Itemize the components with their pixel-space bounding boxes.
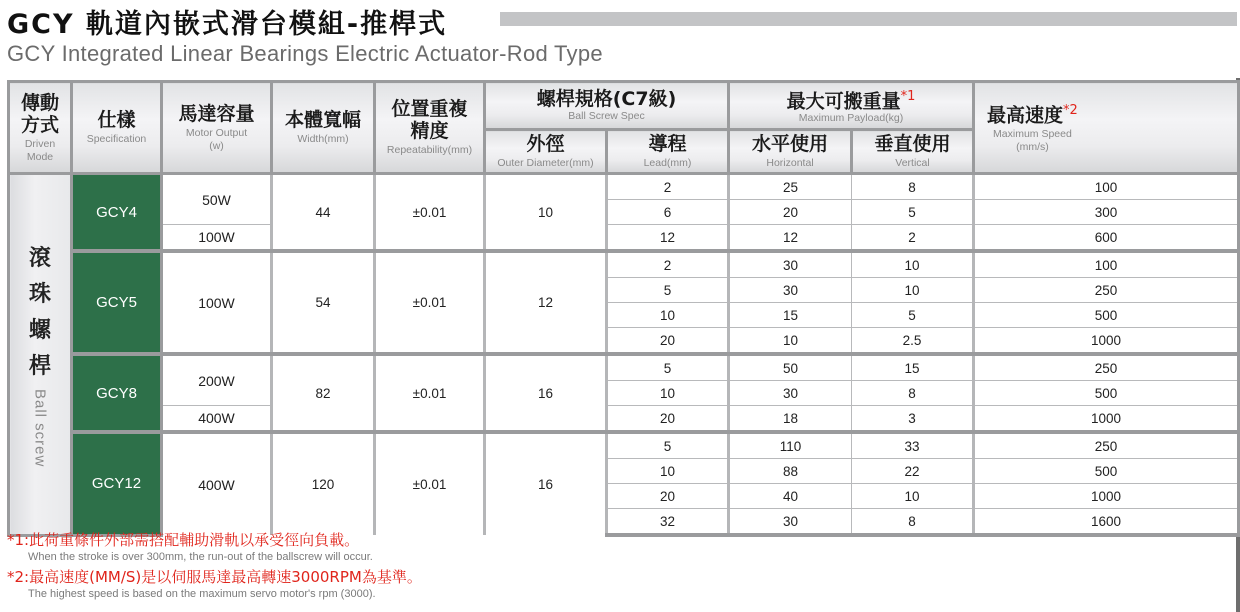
max-speed-cell: 100 xyxy=(974,251,1239,278)
lead-cell: 2 xyxy=(607,174,729,200)
lead-cell: 10 xyxy=(607,303,729,328)
lead-cell: 32 xyxy=(607,509,729,536)
page-subtitle: GCY Integrated Linear Bearings Electric Actuator-Rod Type xyxy=(7,41,603,66)
max-speed-cell: 1000 xyxy=(974,484,1239,509)
repeatability-cell: ±0.01 xyxy=(375,251,485,354)
width-cell: 54 xyxy=(272,251,375,354)
vertical-payload-cell: 10 xyxy=(852,251,974,278)
horizontal-payload-cell: 30 xyxy=(729,251,852,278)
header-lead: 導程 Lead(mm) xyxy=(607,130,729,174)
lead-cell: 20 xyxy=(607,484,729,509)
vertical-payload-cell: 2 xyxy=(852,225,974,252)
vertical-payload-cell: 8 xyxy=(852,174,974,200)
horizontal-payload-cell: 12 xyxy=(729,225,852,252)
vertical-payload-cell: 10 xyxy=(852,484,974,509)
header-vertical: 垂直使用 Vertical xyxy=(852,130,974,174)
vertical-payload-cell: 2.5 xyxy=(852,328,974,355)
header-max-speed: 最高速度$^{*2}$ Maximum Speed (mm/s) xyxy=(974,82,1239,174)
footnotes xyxy=(7,531,707,605)
max-speed-cell: 1000 xyxy=(974,406,1239,433)
repeatability-cell: ±0.01 xyxy=(375,354,485,432)
footnote-2-en: The highest speed is based on the maximum servo motor's rpm (3000). xyxy=(28,588,376,600)
header-specification: 仕樣 Specification xyxy=(72,82,162,174)
lead-cell: 12 xyxy=(607,225,729,252)
max-speed-cell: 500 xyxy=(974,381,1239,406)
footnote-2: *2:最高速度(MM/S)是以伺服馬達最高轉速3000RPM為基準。 xyxy=(7,568,422,586)
width-cell: 120 xyxy=(272,432,375,535)
header-ball-screw-spec: 螺桿規格(C7級) Ball Screw Spec xyxy=(485,82,729,130)
width-cell: 44 xyxy=(272,174,375,252)
vertical-payload-cell: 3 xyxy=(852,406,974,433)
header-driven-mode: 傳動 方式 Driven Mode xyxy=(9,82,72,174)
max-speed-cell: 250 xyxy=(974,354,1239,381)
horizontal-payload-cell: 15 xyxy=(729,303,852,328)
lead-cell: 5 xyxy=(607,354,729,381)
lead-cell: 5 xyxy=(607,278,729,303)
vertical-payload-cell: 5 xyxy=(852,303,974,328)
horizontal-payload-cell: 40 xyxy=(729,484,852,509)
header-outer-diameter: 外徑 Outer Diameter(mm) xyxy=(485,130,607,174)
title-decoration-bar xyxy=(500,12,1237,26)
max-speed-cell: 600 xyxy=(974,225,1239,252)
footnote-1-en: When the stroke is over 300mm, the run-out of the ballscrew will occur. xyxy=(28,551,373,563)
vertical-payload-cell: 10 xyxy=(852,278,974,303)
motor-output-cell: 50W xyxy=(162,174,272,225)
model-cell: GCY5 xyxy=(72,251,162,354)
horizontal-payload-cell: 25 xyxy=(729,174,852,200)
model-cell: GCY8 xyxy=(72,354,162,432)
max-speed-cell: 250 xyxy=(974,278,1239,303)
horizontal-payload-cell: 18 xyxy=(729,406,852,433)
horizontal-payload-cell: 20 xyxy=(729,200,852,225)
vertical-payload-cell: 22 xyxy=(852,459,974,484)
vertical-payload-cell: 15 xyxy=(852,354,974,381)
horizontal-payload-cell: 30 xyxy=(729,278,852,303)
driven-mode-cell: 滾 珠 螺 桿 Ball screw xyxy=(9,174,72,536)
horizontal-payload-cell: 88 xyxy=(729,459,852,484)
lead-cell: 5 xyxy=(607,432,729,459)
horizontal-payload-cell: 10 xyxy=(729,328,852,355)
outer-diameter-cell: 12 xyxy=(485,251,607,354)
max-speed-cell: 1600 xyxy=(974,509,1239,536)
vertical-payload-cell: 5 xyxy=(852,200,974,225)
outer-diameter-cell: 16 xyxy=(485,354,607,432)
header-width: 本體寬幅 Width(mm) xyxy=(272,82,375,174)
max-speed-cell: 100 xyxy=(974,174,1239,200)
horizontal-payload-cell: 110 xyxy=(729,432,852,459)
footnote-marker: *1 xyxy=(900,88,916,104)
outer-diameter-cell: 10 xyxy=(485,174,607,252)
horizontal-payload-cell: 30 xyxy=(729,381,852,406)
lead-cell: 20 xyxy=(607,406,729,433)
model-cell: GCY12 xyxy=(72,432,162,535)
model-cell: GCY4 xyxy=(72,174,162,252)
header-motor-output: 馬達容量 Motor Output (w) xyxy=(162,82,272,174)
page-title: GCY 軌道內嵌式滑台模組-推桿式 xyxy=(7,9,448,40)
max-speed-cell: 500 xyxy=(974,459,1239,484)
outer-diameter-cell: 16 xyxy=(485,432,607,535)
vertical-payload-cell: 8 xyxy=(852,381,974,406)
motor-output-cell: 400W xyxy=(162,406,272,433)
lead-cell: 20 xyxy=(607,328,729,355)
lead-cell: 10 xyxy=(607,381,729,406)
footnote-1: *1:此荷重條件外部需搭配輔助滑軌以承受徑向負載。 xyxy=(7,531,360,549)
motor-output-cell: 100W xyxy=(162,251,272,354)
max-speed-cell: 1000 xyxy=(974,328,1239,355)
motor-output-cell: 100W xyxy=(162,225,272,252)
vertical-payload-cell: 8 xyxy=(852,509,974,536)
title-row xyxy=(7,2,1237,38)
horizontal-payload-cell: 50 xyxy=(729,354,852,381)
max-speed-cell: 500 xyxy=(974,303,1239,328)
lead-cell: 2 xyxy=(607,251,729,278)
horizontal-payload-cell: 30 xyxy=(729,509,852,536)
max-speed-cell: 250 xyxy=(974,432,1239,459)
motor-output-cell: 200W xyxy=(162,354,272,406)
lead-cell: 10 xyxy=(607,459,729,484)
header-horizontal: 水平使用 Horizontal xyxy=(729,130,852,174)
footnote-marker: *2 xyxy=(1063,102,1078,118)
header-repeatability: 位置重複 精度 Repeatability(mm) xyxy=(375,82,485,174)
header-max-payload: 最大可搬重量$^{*1}$ Maximum Payload(kg) xyxy=(729,82,974,130)
lead-cell: 6 xyxy=(607,200,729,225)
vertical-payload-cell: 33 xyxy=(852,432,974,459)
motor-output-cell: 400W xyxy=(162,432,272,535)
repeatability-cell: ±0.01 xyxy=(375,174,485,252)
max-speed-cell: 300 xyxy=(974,200,1239,225)
width-cell: 82 xyxy=(272,354,375,432)
spec-table xyxy=(7,80,1240,537)
repeatability-cell: ±0.01 xyxy=(375,432,485,535)
